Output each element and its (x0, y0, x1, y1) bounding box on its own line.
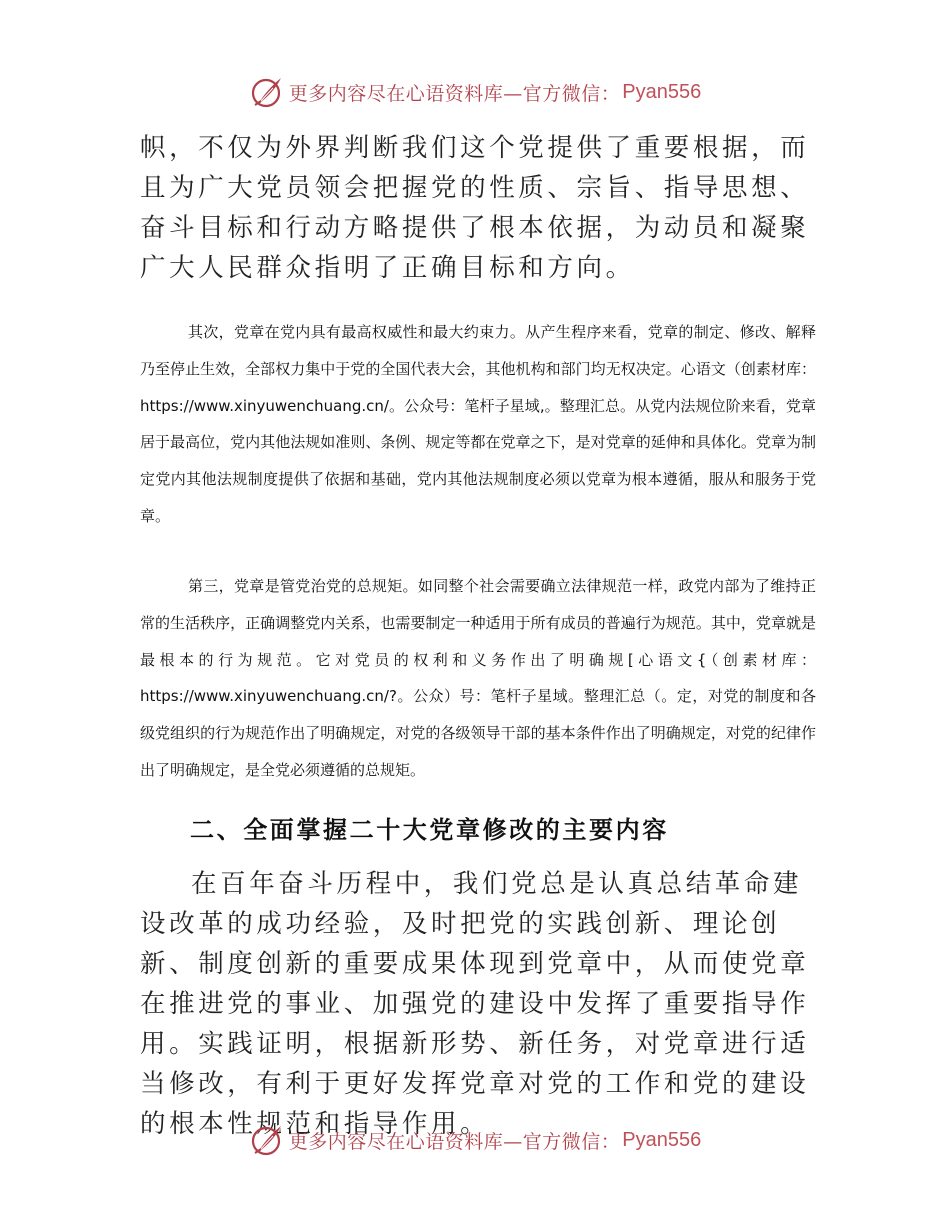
header-banner-text: 更多内容尽在心语资料库—官方微信： (288, 82, 621, 105)
paragraph-1: 帜，不仅为外界判断我们这个党提供了重要根据，而且为广大党员领会把握党的性质、宗旨、指导思想、奋斗目标和行动方略提供了根本依据，为动员和凝聚广大人民群众指明了正确目标和方向。 (140, 133, 810, 283)
section-heading-2: 二、全面掌握二十大党章修改的主要内容 (190, 816, 669, 844)
header-wechat-id: Pyan556 (622, 80, 702, 103)
header-watermark-banner (0, 72, 950, 112)
paragraph-2: 其次，党章在党内具有最高权威性和最大约束力。从产生程序来看，党章的制定、修改、解释乃至停止生效，全部权力集中于党的全国代表大会，其他机构和部门均无权决定。心语文（创素材库：https://www.xinyuwenchuang.cn/。公众号：笔杆子星域,。整理汇总。从党内法规位阶来看，党章居于最高位，党内其他法规如准则、条例、规定等都在党章之下，是对党章的延伸和具体化。党章为制定党内其他法规制度提供了依据和基础，党内其他法规制度必须以党章为根本遵循，服从和服务于党章。 (140, 323, 816, 525)
footer-watermark-banner (0, 1120, 950, 1160)
footer-banner-text: 更多内容尽在心语资料库—官方微信： (288, 1130, 621, 1153)
paragraph-3: 第三，党章是管党治党的总规矩。如同整个社会需要确立法律规范一样，政党内部为了维持正常的生活秩序，正确调整党内关系，也需要制定一种适用于所有成员的普遍行为规范。其中，党章就是最根本的行为规范。它对党员的权利和义务作出了明确规[心语文{（创素材库：https://www.xinyuwenchuang.cn/?。公众）号：笔杆子星域。整理汇总（。定，对党的制度和各级党组织的行为规范作出了明确规定，对党的各级领导干部的基本条件作出了明确规定，对党的纪律作出了明确规定，是全党必须遵循的总规矩。 (140, 577, 816, 779)
quill-pen-logo-icon (249, 1122, 285, 1158)
paragraph-5: 在百年奋斗历程中，我们党总是认真总结革命建设改革的成功经验，及时把党的实践创新、理论创新、制度创新的重要成果体现到党章中，从而使党章在推进党的事业、加强党的建设中发挥了重要指导作用。实践证明，根据新形势、新任务，对党章进行适当修改，有利于更好发挥党章对党的工作和党的建设的根本性规范和指导作用。 (140, 869, 810, 1139)
quill-pen-logo-icon (249, 74, 285, 110)
footer-wechat-id: Pyan556 (622, 1128, 702, 1151)
